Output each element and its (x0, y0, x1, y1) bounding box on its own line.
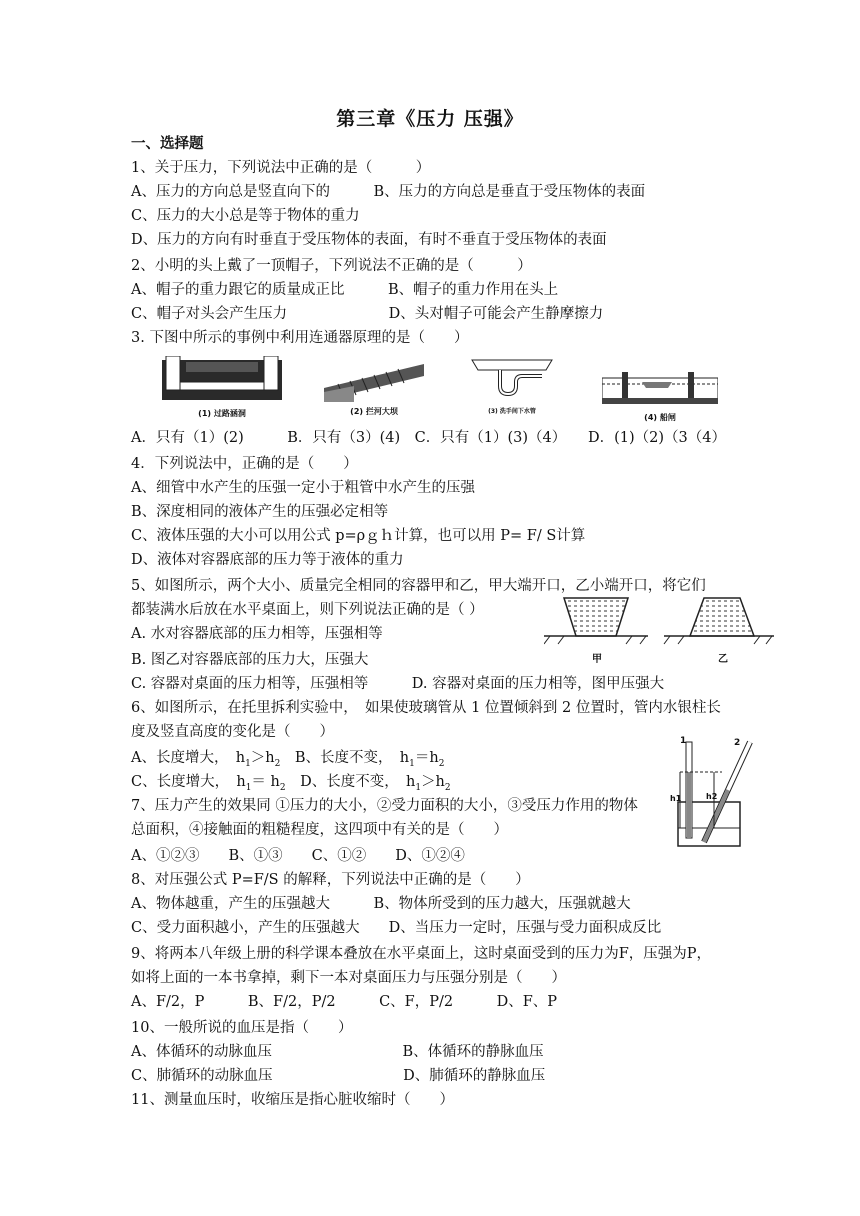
q9-stem-1: 9、将两本八年级上册的科学课本叠放在水平桌面上，这时桌面受到的压力为F，压强为P， (131, 946, 712, 962)
q1-stem: 1、关于压力，下列说法中正确的是（ ） (131, 160, 431, 176)
q7-stem-2: 总面积，④接触面的粗糙程度，这四项中有关的是（ ） (131, 822, 508, 838)
label-h2: h2 (706, 792, 718, 801)
q4-option-b: B、深度相同的液体产生的压强必定相等 (131, 504, 389, 520)
q4-stem: 4．下列说法中，正确的是（ ） (131, 456, 358, 472)
q5-stem-2: 都装满水后放在水平桌面上，则下列说法正确的是（ ） (131, 602, 484, 618)
figure-culvert (162, 356, 282, 418)
caption-drain-pipe: (3) 洗手间下水管 (488, 408, 536, 415)
label-h1: h1 (670, 794, 682, 803)
q2-stem: 2、小明的头上戴了一顶帽子，下列说法不正确的是（ ） (131, 258, 532, 274)
label-position-2: 2 (734, 738, 741, 748)
q5-option-a: A. 水对容器底部的压力相等，压强相等 (131, 626, 383, 642)
q1-option-c: C、压力的大小总是等于物体的重力 (131, 208, 360, 224)
label-jia: 甲 (592, 654, 602, 665)
q10-options-cd: C、肺循环的动脉血压 D、肺循环的静脉血压 (131, 1068, 546, 1084)
q5-option-b: B. 图乙对容器底部的压力大，压强大 (131, 652, 369, 668)
caption-ship-lock: (4) 船闸 (644, 413, 676, 422)
q8-stem: 8、对压强公式 P=F/S 的解释，下列说法中正确的是（ ） (131, 872, 530, 888)
q9-options: A、F/2，P B、F/2，P/2 C、F，P/2 D、F、P (131, 994, 558, 1010)
q10-options-ab: A、体循环的动脉血压 B、体循环的静脉血压 (131, 1044, 544, 1060)
figure-dam (324, 358, 424, 420)
q5-options-cd: C. 容器对桌面的压力相等，压强相等 D. 容器对桌面的压力相等，图甲压强大 (131, 676, 665, 692)
q8-options-ab: A、物体越重，产生的压强越大 B、物体所受到的压力越大，压强就越大 (131, 896, 631, 912)
q1-options-ab: A、压力的方向总是竖直向下的 B、压力的方向总是垂直于受压物体的表面 (131, 184, 646, 200)
q7-options: A、①②③ B、①③ C、①② D、①②④ (131, 848, 465, 864)
q7-stem-1: 7、压力产生的效果同 ①压力的大小，②受力面积的大小，③受压力作用的物体 (131, 798, 638, 814)
label-yi: 乙 (718, 654, 728, 665)
q6-stem-2: 度及竖直高度的变化是（ ） (131, 724, 334, 740)
q4-option-c: C、液体压强的大小可以用公式 p=ρｇｈ计算，也可以用 P= F/ S计算 (131, 528, 586, 544)
q9-stem-2: 如将上面的一本书拿掉，剩下一本对桌面压力与压强分别是（ ） (131, 970, 566, 986)
q2-options-cd: C、帽子对头会产生压力 D、头对帽子可能会产生静摩擦力 (131, 306, 604, 322)
page-title: 第三章《压力 压强》 (336, 108, 524, 130)
q8-options-cd: C、受力面积越小，产生的压强越大 D、当压力一定时，压强与受力面积成反比 (131, 920, 662, 936)
q4-option-a: A、细管中水产生的压强一定小于粗管中水产生的压强 (131, 480, 475, 496)
figure-ship-lock (602, 368, 718, 428)
caption-dam: (2) 拦河大坝 (350, 407, 398, 416)
q3-options: A．只有（1）(2) B．只有（3）(4) C．只有（1）(3)（4） D．(1)（2)（3（4） (131, 430, 726, 446)
q2-options-ab: A、帽子的重力跟它的质量成正比 B、帽子的重力作用在头上 (131, 282, 559, 298)
q10-stem: 10、一般所说的血压是指（ ） (131, 1020, 353, 1036)
q4-option-d: D、液体对容器底部的压力等于液体的重力 (131, 552, 404, 568)
label-position-1: 1 (680, 736, 687, 746)
q11-stem: 11、测量血压时，收缩压是指心脏收缩时（ ） (131, 1092, 454, 1108)
q6-options-cd: C、长度增大， $h_1= h_2$ D、长度不变， $h_1>h_2$ (131, 774, 451, 793)
q6-stem-1: 6、如图所示，在托里拆利实验中， 如果使玻璃管从 1 位置倾斜到 2 位置时，管内水银柱长 (131, 700, 721, 716)
q6-options-ab: A、长度增大， $h_1>h_2$ B、长度不变， $h_1=h_2$ (131, 750, 445, 769)
figure-containers (544, 594, 774, 666)
section-heading: 一、选择题 (131, 135, 204, 152)
q5-stem-1: 5、如图所示，两个大小、质量完全相同的容器甲和乙，甲大端开口，乙小端开口，将它们 (131, 578, 706, 594)
q3-stem: 3. 下图中所示的事例中利用连通器原理的是（ ） (131, 330, 469, 346)
caption-culvert: (1) 过路涵洞 (198, 409, 246, 418)
q1-option-d: D、压力的方向有时垂直于受压物体的表面，有时不垂直于受压物体的表面 (131, 232, 607, 248)
figure-drain-pipe (470, 356, 554, 418)
figure-torricelli (670, 732, 764, 850)
